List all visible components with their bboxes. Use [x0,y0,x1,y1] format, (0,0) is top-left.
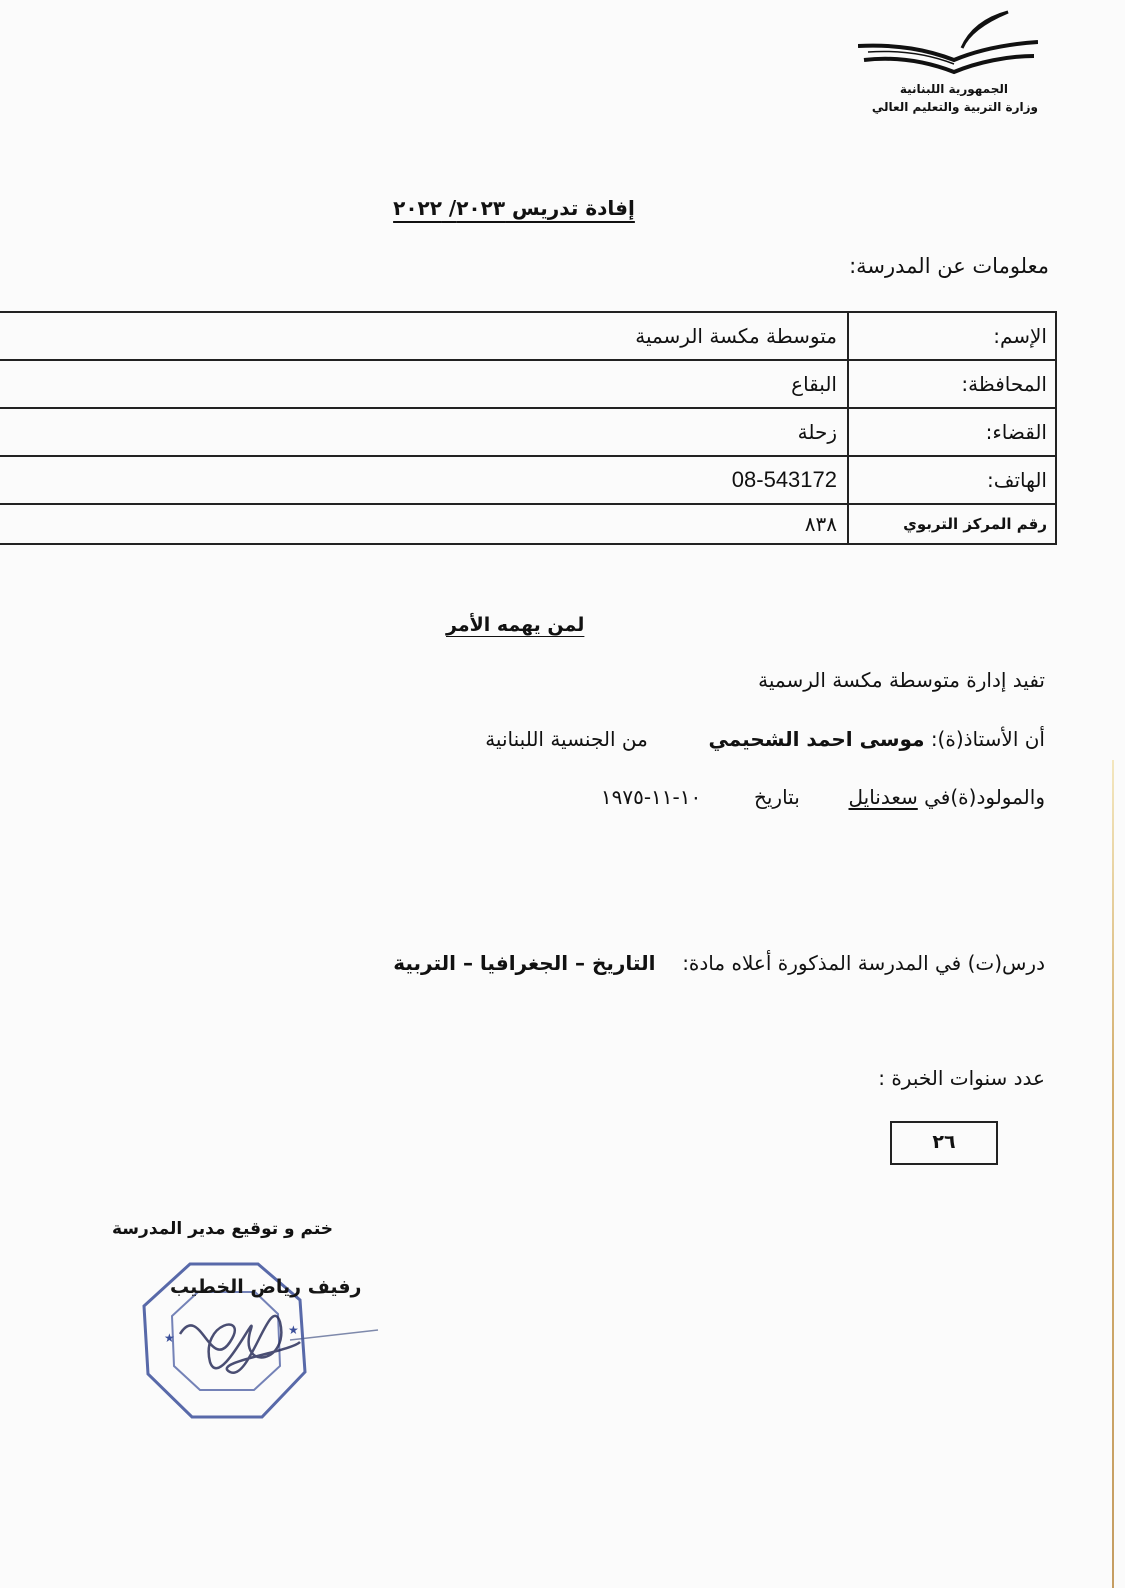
open-book-icon [858,8,1038,83]
table-row-district [0,408,1056,456]
letter-line-subjects [393,951,1045,975]
ministry-logo [858,8,1038,118]
principal-name: رفيف رياض الخطيب [170,1276,362,1298]
row-value: ٨٣٨ [0,504,848,544]
experience-label: عدد سنوات الخبرة : [878,1066,1045,1090]
birth-date: ١٠-١١-١٩٧٥ [600,785,702,809]
born-label: والمولود(ة)في [924,785,1045,809]
subjects-value: التاريخ – الجغرافيا – التربية [393,951,656,975]
teacher-name: موسى احمد الشحيمي [708,727,925,751]
table-row-name [0,312,1056,360]
row-label: رقم المركز التربوي [848,504,1056,544]
letter-line-administration: تفيد إدارة متوسطة مكسة الرسمية [758,668,1045,692]
table-row-phone [0,456,1056,504]
letter-line-teacher [485,727,1045,751]
page-edge [1112,760,1114,1588]
date-label: بتاريخ [753,785,800,809]
official-stamp [140,1262,380,1422]
experience-years-box: ٢٦ [890,1121,998,1165]
row-value: 08-543172 [0,456,848,504]
logo-ministry-text: وزارة التربية والتعليم العالي [871,100,1038,114]
row-label: القضاء: [848,408,1056,456]
letter-line-birth [601,785,1045,809]
row-label: الإسم: [848,312,1056,360]
birth-place: سعدنايل [848,785,918,809]
row-value: البقاع [0,360,848,408]
document-title: إفادة تدريس ٢٠٢٣/ ٢٠٢٢ [393,196,635,220]
teacher-label: أن الأستاذ(ة): [930,727,1045,751]
subjects-label: درس(ت) في المدرسة المذكورة أعلاه مادة: [682,951,1045,975]
nationality-text: من الجنسية اللبنانية [485,727,648,751]
row-value: زحلة [0,408,848,456]
svg-text:★: ★ [288,1323,299,1337]
table-row-governorate [0,360,1056,408]
signature-caption: ختم و توقيع مدير المدرسة [112,1219,334,1239]
svg-text:★: ★ [164,1331,175,1345]
row-label: الهاتف: [848,456,1056,504]
logo-republic-text: الجمهورية اللبنانية [899,82,1008,96]
school-info-table [0,311,1057,545]
school-info-heading: معلومات عن المدرسة: [849,254,1049,278]
row-value: متوسطة مكسة الرسمية [0,312,848,360]
table-row-center-number [0,504,1056,544]
row-label: المحافظة: [848,360,1056,408]
to-whom-heading: لمن يهمه الأمر [446,614,585,636]
